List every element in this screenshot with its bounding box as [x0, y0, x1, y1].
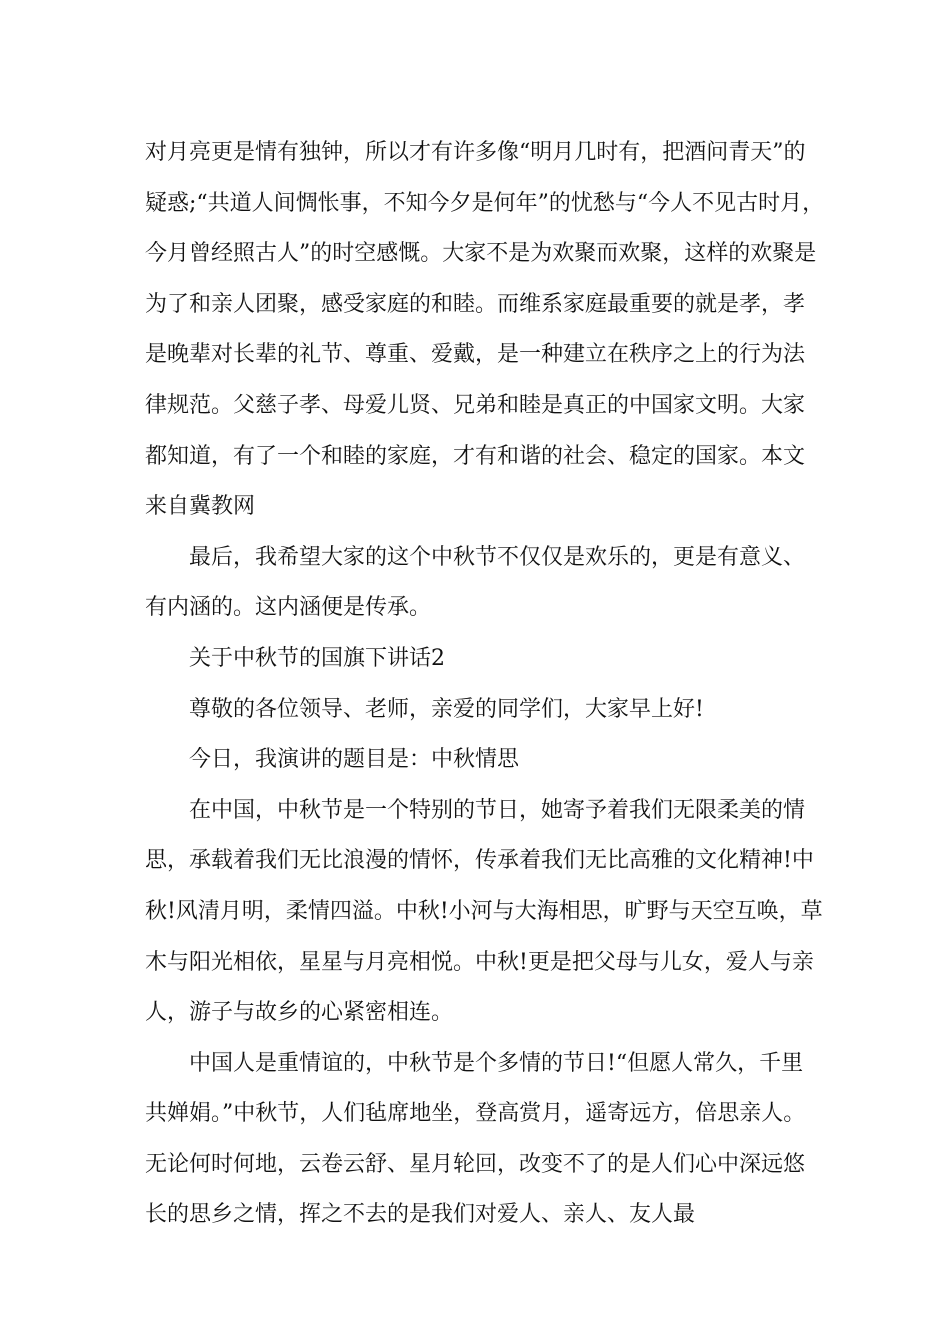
paragraph-2: 最后，我希望大家的这个中秋节不仅仅是欢乐的，更是有意义、有内涵的。这内涵便是传承。 — [145, 544, 806, 621]
greeting-paragraph: 尊敬的各位领导、老师，亲爱的同学们，大家早上好! — [189, 696, 704, 722]
speech-title-paragraph: 今日，我演讲的题目是：中秋情思 — [189, 747, 520, 773]
document-body — [145, 128, 825, 1241]
paragraph-6: 在中国，中秋节是一个特别的节日，她寄予着我们无限柔美的情思，承载着我们无比浪漫的情怀，传承着我们无比高雅的文化精神!中秋!风清月明，柔情四溢。中秋!小河与大海相思，旷野与天空互唤，草木与阳光相依，星星与月亮相悦。中秋!更是把父母与儿女，爱人与亲人，游子与故乡的心紧密相连。 — [145, 797, 823, 1026]
section-heading: 关于中秋节的国旗下讲话2 — [189, 645, 445, 671]
paragraph-1: 对月亮更是情有独钟，所以才有许多像“明月几时有，把酒问青天”的疑惑;“共道人间惆怅事，不知今夕是何年”的忧愁与“今人不见古时月，今月曾经照古人”的时空感慨。大家不是为欢聚而欢聚，这样的欢聚是为了和亲人团聚，感受家庭的和睦。而维系家庭最重要的就是孝，孝是晚辈对长辈的礼节、尊重、爱戴，是一种建立在秩序之上的行为法律规范。父慈子孝、母爱儿贤、兄弟和睦是真正的中国家文明。大家都知道，有了一个和睦的家庭，才有和谐的社会、稳定的国家。本文来自冀教网 — [145, 140, 825, 520]
paragraph-7: 中国人是重情谊的，中秋节是个多情的节日!“但愿人常久，千里共婵娟。”中秋节，人们毡席地坐，登高赏月，遥寄远方，倍思亲人。无论何时何地，云卷云舒、星月轮回，改变不了的是人们心中深远悠长的思乡之情，挥之不去的是我们对爱人、亲人、友人最 — [145, 1050, 806, 1228]
